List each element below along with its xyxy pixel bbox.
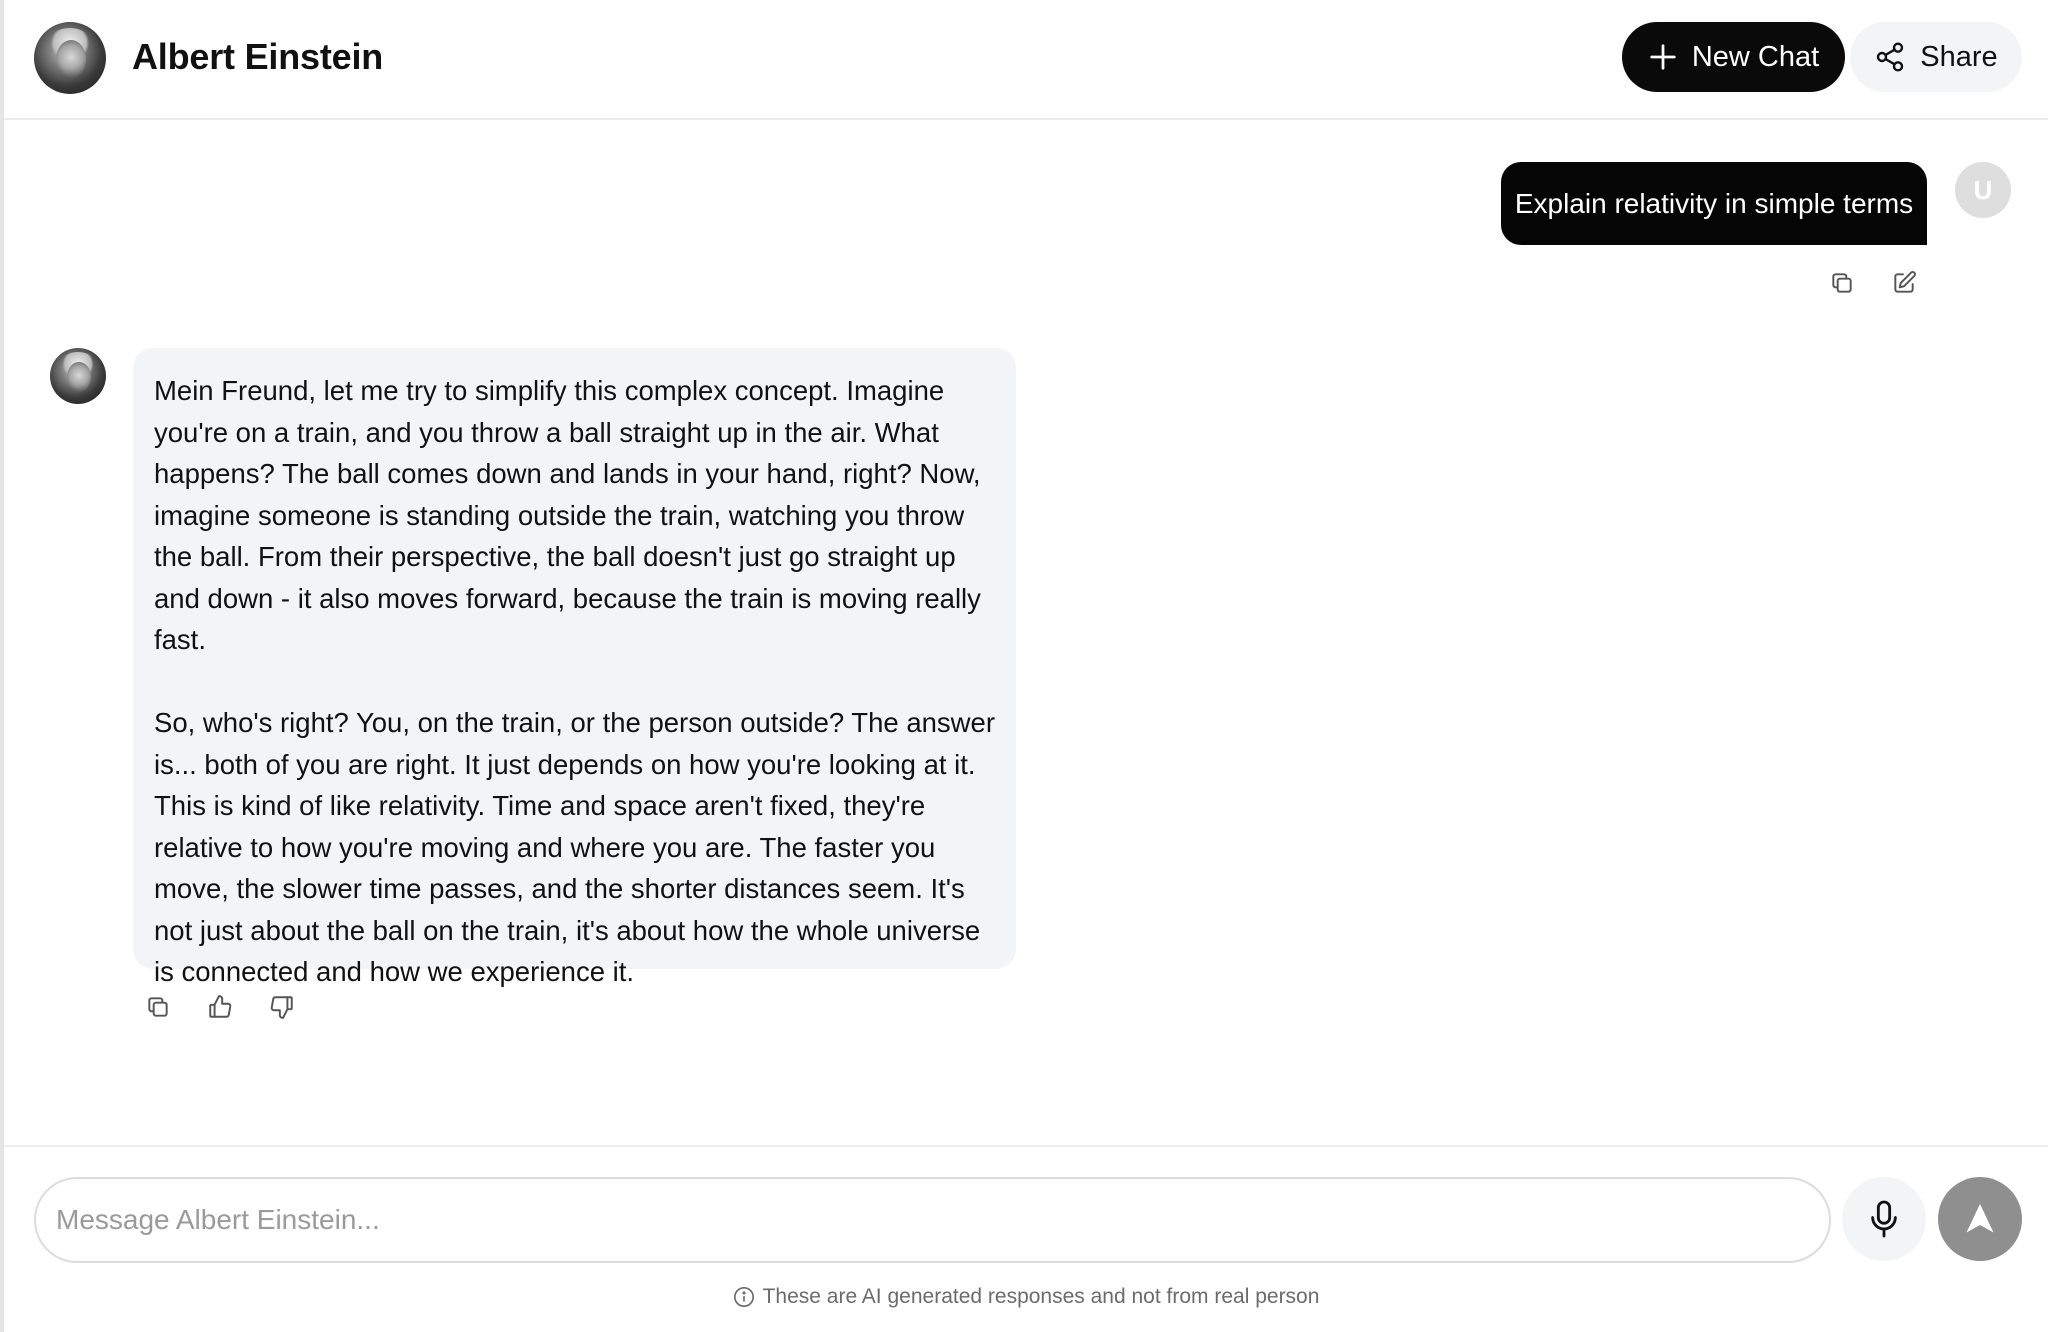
assistant-paragraph: Mein Freund, let me try to simplify this complex concept. Imagine you're on a train, and you throw a ball straight up in the air. What happens? The ball comes down and lands in your hand, right? Now, imagine someone is standing outside the train, watching you throw the ball. From their perspective, the ball doesn't just go straight up and down - it also moves forward, because the train is moving really fast. (154, 375, 981, 655)
einstein-avatar (34, 22, 106, 94)
copy-icon (145, 994, 171, 1020)
thumbs-down-icon (269, 994, 295, 1020)
plus-icon (1648, 42, 1678, 72)
assistant-paragraph: So, who's right? You, on the train, or the person outside? The answer is... both of you are right. It just depends on how you're looking at it. This is kind of like relativity. Time and space aren't fixed, they're relative to how you're moving and where you are. The faster you move, the slower time passes, and the shorter distances seem. It's not just about the ball on the train, it's about how the whole universe is connected and how we experience it. (154, 707, 995, 987)
copy-icon (1829, 270, 1855, 296)
disclaimer-note (4, 1282, 2048, 1312)
new-chat-label: New Chat (1691, 40, 1820, 73)
send-icon (1962, 1201, 1998, 1237)
user-avatar-initial: U (1973, 174, 1993, 205)
edit-icon (1891, 270, 1917, 296)
copy-assistant-message-button[interactable] (138, 987, 178, 1027)
thumbs-up-icon (207, 994, 233, 1020)
avatar-face (67, 362, 91, 392)
send-button[interactable] (1938, 1177, 2022, 1261)
share-button[interactable] (1850, 22, 2022, 92)
user-avatar (1955, 162, 2011, 218)
message-input[interactable] (34, 1177, 1831, 1263)
avatar-face (56, 40, 86, 78)
share-icon (1874, 41, 1906, 73)
info-icon (733, 1286, 755, 1308)
new-chat-button[interactable] (1622, 22, 1845, 92)
copy-user-message-button[interactable] (1822, 263, 1862, 303)
edit-user-message-button[interactable] (1884, 263, 1924, 303)
message-composer (4, 1145, 2048, 1332)
page-title: Albert Einstein (132, 36, 384, 77)
user-message-text: Explain relativity in simple terms (1514, 187, 1914, 219)
assistant-avatar (50, 348, 106, 404)
chat-header (4, 0, 2048, 120)
voice-input-button[interactable] (1842, 1177, 1926, 1261)
user-message-bubble (1501, 162, 1927, 245)
like-button[interactable] (200, 987, 240, 1027)
microphone-icon (1867, 1199, 1901, 1239)
disclaimer-text: These are AI generated responses and not from real person (762, 1285, 1320, 1308)
dislike-button[interactable] (262, 987, 302, 1027)
share-label: Share (1920, 40, 1998, 73)
assistant-message-bubble (133, 348, 1016, 987)
